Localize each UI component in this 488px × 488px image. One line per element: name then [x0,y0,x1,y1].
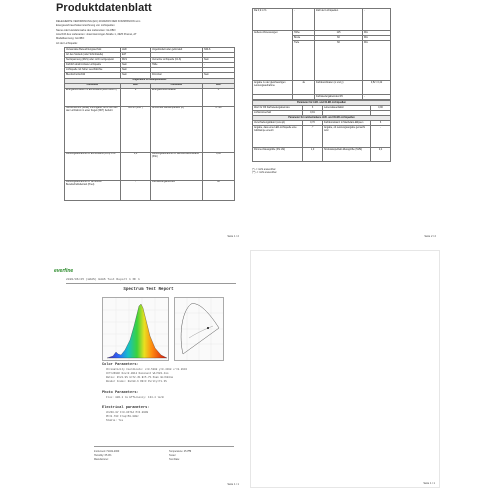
table-cell: Ungebündelt oder gebündelt [151,48,203,53]
table-cell: 0,00 [203,152,235,180]
table-cell: Angabe, dass eine LED-Lichtquelle eine Glühlampe ersetzt [253,126,303,148]
light-source-table [64,47,235,201]
color-parameter-line: Render Index: Ra=80.6 R9=3 Purity=71.3% [106,380,167,383]
table-cell: 0,91 [303,111,323,116]
table-cell: Blendschutzschild [65,73,121,78]
table-cell: 3 [303,106,323,111]
table-cell: Angabe zu der gleichwertigen Leistungsaufnahme [253,81,293,95]
table-row [253,148,391,162]
table-cell: Art des Sockels (oder Schnittstelle) [65,53,121,58]
table-row [65,152,235,180]
table-cell: Mm [363,36,391,41]
table-cell: Parameter für LED- und OLED-Lichtquellen [253,101,391,106]
regulation-line: Energieverbrauchskennzeichnung von Lichtquellen [56,24,115,27]
table-cell: 60 [315,41,363,81]
table-cell: Äußere Abmessungen [253,31,293,81]
footnote: (*) -= nicht anwendbar [252,168,276,171]
table-cell: Wert [121,83,151,88]
regulation-line: DELEGIERTE VERORDNUNG (EU) 2019/2015 DER KOMMISSION vom [56,20,141,23]
table-cell: Verwendete Beleuchtungstechnik [65,48,121,53]
manufacturer-label: Manufacturer: [94,458,109,461]
table-row [65,88,235,106]
table-cell: Mm [363,31,391,36]
table-row [253,81,391,95]
page-number: Seite 1 / 1 [423,482,435,485]
humidity-label: Humidity: 65.0% [94,454,112,457]
color-parameters-heading: Color Parameters: [102,363,139,367]
table-cell: Stroboskopeffekt-Messgröße (SVM) [323,148,371,162]
table-cell: Farbkoordinaten (x und y) [315,81,363,95]
table-cell: Zahl der Lichtquellen [315,9,363,31]
page-number: Seite 2 / 2 [424,235,436,238]
color-parameter-line: CCT=2694K Duv=0.0012 Dominant WL=583.4nm [106,372,169,375]
page-number: Seite 1 / 2 [227,235,239,238]
report-title: Spectrum Test Report [123,288,174,292]
table-cell: Höhe [293,31,315,36]
table-cell: Parameter für netzbetriebene LED- und OLED-Lichtquellen [253,116,391,121]
temperature-label: Temperature: 25.0℃ [169,450,192,453]
table-cell: Ähnlichste Farbtemperatur (K) [151,106,203,152]
report-header: 2020/06/25 (HAAS) HAAS Test Report 1 OF 1 [66,278,140,281]
table-cell: Farblich abstimmbare Lichtquelle [65,63,121,68]
table-cell: Breite [293,36,315,41]
table-cell: Energieverbrauch im Ein-Zustand (kWh/1000 h) [65,88,121,106]
table-cell: Verschiebungsfaktor (cos φ1) [253,121,303,126]
table-cell: - [203,63,235,68]
table-cell: - [363,9,391,31]
table-cell: - [371,126,391,148]
page-title: Produktdatenblatt [56,2,152,14]
divider [94,446,234,447]
supplier-address: Anschrift des Lieferanten: Josef-Heiminger-Straße 1, 4925 Pramet, AT [56,33,137,36]
table-cell: Nein [203,73,235,78]
table-cell: Energieeffizienzklasse [151,88,203,106]
light-source-type: Art der Lichtquelle: [56,42,78,45]
table-cell: 6 [121,88,151,106]
table-cell: Mm [363,41,391,81]
page-number: Seite 1 / 1 [227,483,239,486]
table-cell: 6 [371,121,391,126]
table-cell: 2.700 [203,106,235,152]
electrical-parameter-line: PF=0.703 Freq=50.00Hz [106,415,139,418]
table-cell: Farbwiedergabeindex [151,180,203,200]
led-parameters-table [252,100,391,162]
color-parameter-line: Ratio: R=21.9% G=72.4% B=5.7% Peak WL=604nm [106,376,173,379]
table-row [65,180,235,200]
table-cell: Nein [121,68,151,73]
table-cell: - [293,9,315,31]
table-cell: Lichtstromerhalt [253,111,303,116]
divider [66,283,236,284]
chromaticity-point [207,327,209,329]
table-cell: 0,52 / 0,42 [363,81,391,95]
table-cell: Ja [293,81,315,95]
table-cell: F [203,88,235,106]
model-id: Modellkennung: GLOBO [56,37,85,40]
cie-locus [181,304,219,354]
spectrum-report-page [54,250,243,488]
table-cell: 115 [315,31,363,36]
table-row [65,106,235,152]
table-cell: 60 [315,36,363,41]
table-cell: Flimmer-Messgröße (Pst LM) [253,148,303,162]
table-cell: Wert für R9 Farbwiedergabeindex [253,106,303,111]
table-cell: Leistungsaufnahme im Bereitschaftszustand (Psb) [151,152,203,180]
table-cell: Allgemeine Produktparameter [65,78,235,83]
table-cell: 1,0 [303,148,323,162]
photo-parameters-heading: Photo Parameters: [102,391,139,395]
table-row [253,126,391,148]
table-cell: 6,0 [121,152,151,180]
tester-label: Tester: [169,454,177,457]
table-cell: Leistungsaufnahme im vernetzten Bereitschaftsbetrieb (Pnet) [65,180,121,200]
electrical-parameter-line: U=230.0V I=0.0371A P=6.003W [106,411,149,414]
table-cell: Nein [121,73,151,78]
table-cell: Lebensdauerfaktor [323,106,371,111]
datasheet-page-2 [250,0,440,240]
table-cell: Nein [203,58,235,63]
table-cell: Nutzlichtstrom (Φuse) mit Angabe, ob er sich auf den Lichtstrom in einer Kugel (360°) bezieht [65,106,121,152]
brand-logo: everfine [54,268,74,274]
table-cell: Parameter [65,83,121,88]
spectrum-graph [102,297,169,361]
planckian-locus [189,326,213,338]
table-cell: LED [121,48,151,53]
table-cell: Tiefe [293,41,315,81]
instrument-label: Instrument: HAAS-2000 [94,450,120,453]
footnotes [252,168,277,174]
table-cell: Farbwiedergabeindex R9 [315,95,363,100]
table-cell: Netzspannung (MLS) oder nicht netzgespeist [65,58,121,63]
table-row [253,9,391,31]
electrical-parameter-line: Stable: Yes [106,419,124,422]
table-cell: 806 lm (360°) [121,106,151,152]
datasheet-page-1 [54,0,243,240]
cie-chromaticity-diagram [174,297,224,361]
footnote: (**) -= nicht anwendbar [252,171,277,175]
supplier-name: Name oder Handelsmarke des Lieferanten: GLOBO [56,29,116,32]
table-cell: 0,70 [303,121,323,126]
test-date-label: Test Date: [169,458,180,461]
table-cell: 0,4 [371,148,391,162]
table-cell: Leistungsaufnahme im Ein-Zustand (Pon) in W [65,152,121,180]
color-parameter-line: Chromaticity Coordinate: x=0.5208 y=0.4198 u'=0.2934 [106,368,187,371]
table-cell: 80 [203,180,235,200]
table-cell: Angabe, ob Leistungsangabe gemacht wird [323,126,371,148]
table-cell: Ra 0,9 in % [253,9,293,31]
table-cell: MLS [121,58,151,63]
table-cell: E27 [121,53,151,58]
blank-page [250,250,440,488]
table-cell: Lichtquelle mit hoher Leuchtdichte [65,68,121,73]
table-cell: -* [303,126,323,148]
table-cell: Wert [203,83,235,88]
table-cell: - [121,180,151,200]
table-cell: Dimmbar [151,73,203,78]
table-cell: Vernetzte Lichtquelle (CLS) [151,58,203,63]
table-cell: Parameter [151,83,203,88]
table-cell: Nein [121,63,151,68]
table-cell: Hülle [151,63,203,68]
table-cell: 0,90 [371,106,391,111]
photo-parameter-line: Flux: 806.2 lm Efficiency: 134.4 lm/W [106,396,164,399]
table-cell: Farbkonsistenz in MacAdam-Ellipsen [323,121,371,126]
table-cell: - [363,95,391,100]
table-cell: NDLS [203,48,235,53]
electrical-parameters-heading: Electrical parameters: [102,406,150,410]
dimensions-table [252,8,391,100]
